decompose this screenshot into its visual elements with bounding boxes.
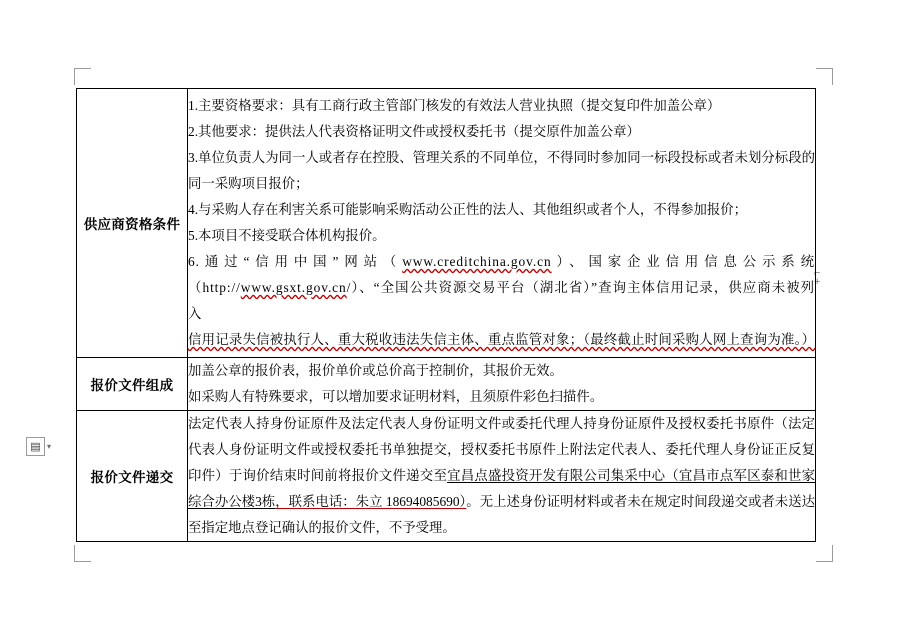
- crop-mark-top-left: [74, 68, 91, 85]
- table-row-supplier-qualification: [77, 89, 816, 358]
- paragraph-part: 至指定地点登记确认的报价文件，不予受理。: [188, 520, 456, 535]
- paragraph-part: 6.通过“信用中国”网站（: [188, 254, 403, 269]
- paragraph-part: 法定代表人持身份证原件及法定代表人身份证明文件或委托代理人持身份证原件及授权委托书原件（法定代表人身份证明文件或授权委托书单独提交，授权委托书原件上附法定代表人、委托代理人身份证正反复印件）于询价结束时间前将报价文件递交至: [188, 416, 815, 483]
- paragraph: 5.本项目不接受联合体机构报价。: [188, 228, 386, 243]
- paragraph-part-address: 宜昌点盛投资开发有限公司集采中心（宜昌市点军区泰和世家综合办公楼3栋: [188, 468, 815, 509]
- paragraph: 加盖公章的报价表，报价单价或总价高于控制价，其报价无效。: [188, 363, 563, 378]
- link-gsxt[interactable]: www.gsxt.gov.cn: [240, 280, 347, 295]
- crop-mark-bottom-right: [816, 545, 833, 562]
- paragraph-part-underlined: 信用记录失信被执行人、重大税收违法失信主体、重点监管对象；（最终截止时间采购人网上查询为准。）: [188, 332, 815, 347]
- paragraph-part: ）、国家企业信用信息公示系统: [551, 254, 815, 269]
- table-row-quotation-submission: [77, 411, 816, 542]
- layout-options-icon[interactable]: ▤: [26, 437, 45, 456]
- paragraph: 如采购人有特殊要求，可以增加要求证明材料，且须原件彩色扫描件。: [188, 389, 604, 404]
- paragraph: 1.主要资格要求：具有工商行政主管部门核发的有效法人营业执照（提交复印件加盖公章）: [188, 98, 721, 113]
- paragraph-part: （http://: [188, 280, 241, 295]
- link-creditchina[interactable]: www.creditchina.gov.cn: [402, 254, 552, 269]
- paragraph: 3.单位负责人为同一人或者存在控股、管理关系的不同单位，不得同时参加同一标段投标或者未划分标段的同一采购项目报价；: [188, 150, 815, 191]
- crop-mark-bottom-left: [74, 545, 91, 562]
- margin-tick-upper: ⌐: [814, 267, 821, 279]
- paragraph-part: /）、“全国公共资源交易平台（湖北省）”查询主体信用记录，供应商未被列入: [188, 280, 815, 321]
- paragraph-part-contact: ，联系电话：朱立 18694085690）: [275, 494, 467, 509]
- margin-tick-lower: +: [814, 276, 821, 288]
- row-label-quotation-submission: 报价文件递交: [77, 411, 188, 542]
- paragraph-credit-check-cont: [188, 275, 815, 327]
- paragraph-credit-check: [188, 249, 815, 275]
- table-row-quotation-composition: [77, 358, 816, 411]
- row-content-supplier-qualification: [188, 89, 816, 358]
- crop-mark-top-right: [816, 68, 833, 85]
- paragraph-credit-check-end: [188, 327, 815, 353]
- paragraph-part: 。无上述身份证明材料或者未在规定时间段递交或者未送达: [466, 494, 816, 509]
- paragraph: 2.其他要求：提供法人代表资格证明文件或授权委托书（提交原件加盖公章）: [188, 124, 640, 139]
- paragraph: 4.与采购人存在利害关系可能影响采购活动公正性的法人、其他组织或者个人，不得参加报价；: [188, 202, 748, 217]
- paragraph-submission: [188, 411, 815, 541]
- row-content-quotation-submission: [188, 411, 816, 542]
- chevron-down-icon[interactable]: ▾: [47, 442, 52, 451]
- row-content-quotation-composition: [188, 358, 816, 411]
- row-label-supplier-qualification: 供应商资格条件: [77, 89, 188, 358]
- requirements-table: [76, 88, 816, 542]
- object-anchor-control[interactable]: [26, 437, 51, 456]
- row-label-quotation-composition: 报价文件组成: [77, 358, 188, 411]
